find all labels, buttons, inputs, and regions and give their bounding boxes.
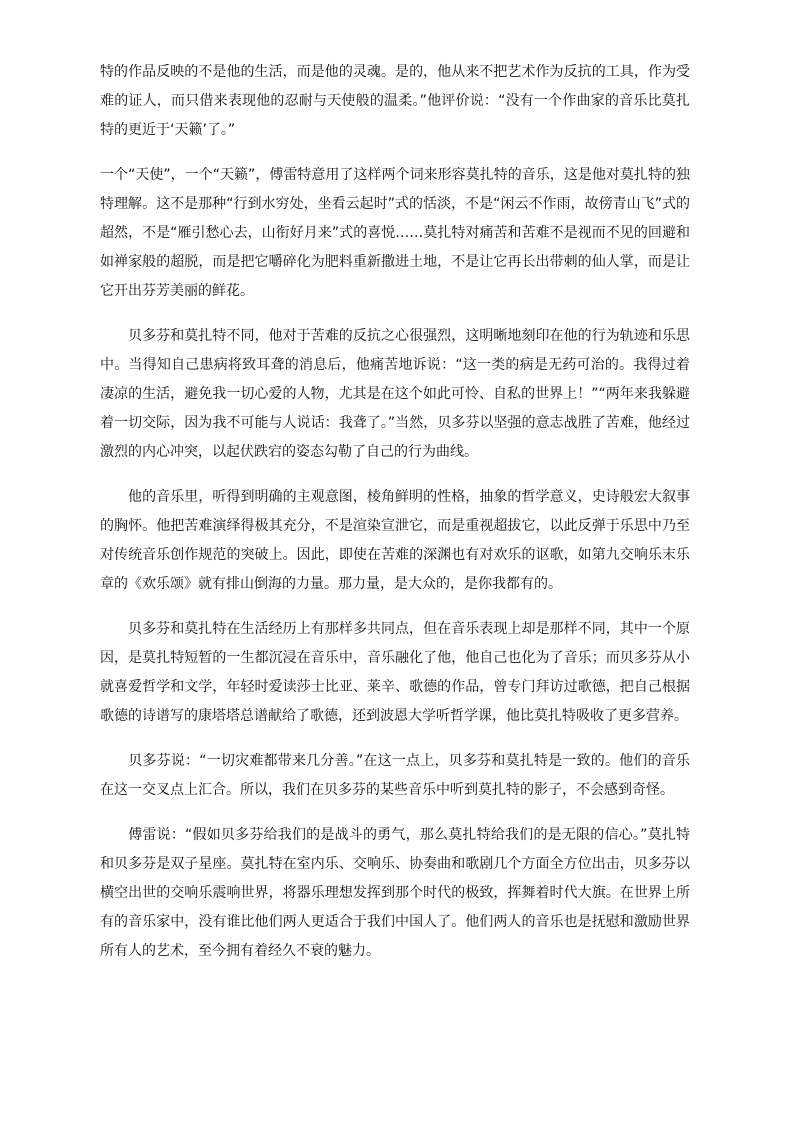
paragraph-2 [100,161,690,306]
paragraph-5 [100,615,690,731]
paragraph-7 [100,821,690,966]
article-body [100,58,690,966]
paragraph-6-text: 贝多芬说：“一切灾难都带来几分善。”在这一点上，贝多芬和莫扎特是一致的。他们的音乐在这一交叉点上汇合。所以，我们在贝多芬的某些音乐中听到莫扎特的影子，不会感到奇怪。 [100,753,690,798]
paragraph-4-text: 他的音乐里，听得到明确的主观意图，棱角鲜明的性格，抽象的哲学意义，史诗般宏大叙事的胸怀。他把苦难演绎得极其充分，不是渲染宣泄它，而是重视超拔它，以此反弹于乐思中乃至对传统音乐创作规范的突破上。因此，即使在苦难的深渊也有对欢乐的讴歌，如第九交响乐末乐章的《欢乐颂》就有排山倒海的力量。那力量，是大众的，是你我都有的。 [100,489,690,592]
paragraph-5-text: 贝多芬和莫扎特在生活经历上有那样多共同点，但在音乐表现上却是那样不同，其中一个原因，是莫扎特短暂的一生都沉浸在音乐中，音乐融化了他，他自己也化为了音乐；而贝多芬从小就喜爱哲学和文学，年轻时爱读莎士比亚、莱辛、歌德的作品，曾专门拜访过歌德，把自己根据歌德的诗谱写的康塔塔总谱献给了歌德，还到波恩大学听哲学课，他比莫扎特吸收了更多营养。 [100,621,690,724]
paragraph-2-text: 一个“天使”，一个“天籁”，傅雷特意用了这样两个词来形容莫扎特的音乐，这是他对莫扎特的独特理解。这不是那种“行到水穷处，坐看云起时”式的恬淡，不是“闲云不作雨，故傍青山飞”式的超然，不是“雁引愁心去，山衔好月来”式的喜悦……莫扎特对痛苦和苦难不是视而不见的回避和如禅家般的超脱，而是把它嚼碎化为肥料重新撒进土地，不是让它再长出带刺的仙人掌，而是让它开出芬芳美丽的鲜花。 [100,167,690,299]
paragraph-4 [100,483,690,599]
paragraph-1: 特的作品反映的不是他的生活，而是他的灵魂。是的，他从来不把艺术作为反抗的工具，作为受难的证人，而只借来表现他的忍耐与天使般的温柔。”他评价说：“没有一个作曲家的音乐比莫扎特的更近于‘天籁’了。” [100,64,690,138]
paragraph-6 [100,747,690,805]
paragraph-7-text: 傅雷说：“假如贝多芬给我们的是战斗的勇气，那么莫扎特给我们的是无限的信心。”莫扎特和贝多芬是双子星座。莫扎特在室内乐、交响乐、协奏曲和歌剧几个方面全方位出击，贝多芬以横空出世的交响乐震响世界，将器乐理想发挥到那个时代的极致，挥舞着时代大旗。在世界上所有的音乐家中，没有谁比他们两人更适合于我们中国人了。他们两人的音乐也是抚慰和激励世界所有人的艺术，至今拥有着经久不衰的魅力。 [100,827,690,959]
paragraph-3-text: 贝多芬和莫扎特不同，他对于苦难的反抗之心很强烈，这明晰地刻印在他的行为轨迹和乐思中。当得知自己患病将致耳聋的消息后，他痛苦地诉说：“这一类的病是无药可治的。我得过着凄凉的生活，避免我一切心爱的人物，尤其是在这个如此可怜、自私的世界上！”“两年来我躲避着一切交际，因为我不可能与人说话：我聋了。”当然，贝多芬以坚强的意志战胜了苦难，他经过激烈的内心冲突，以起伏跌宕的姿态勾勒了自己的行为曲线。 [100,328,690,460]
paragraph-3 [100,322,690,467]
